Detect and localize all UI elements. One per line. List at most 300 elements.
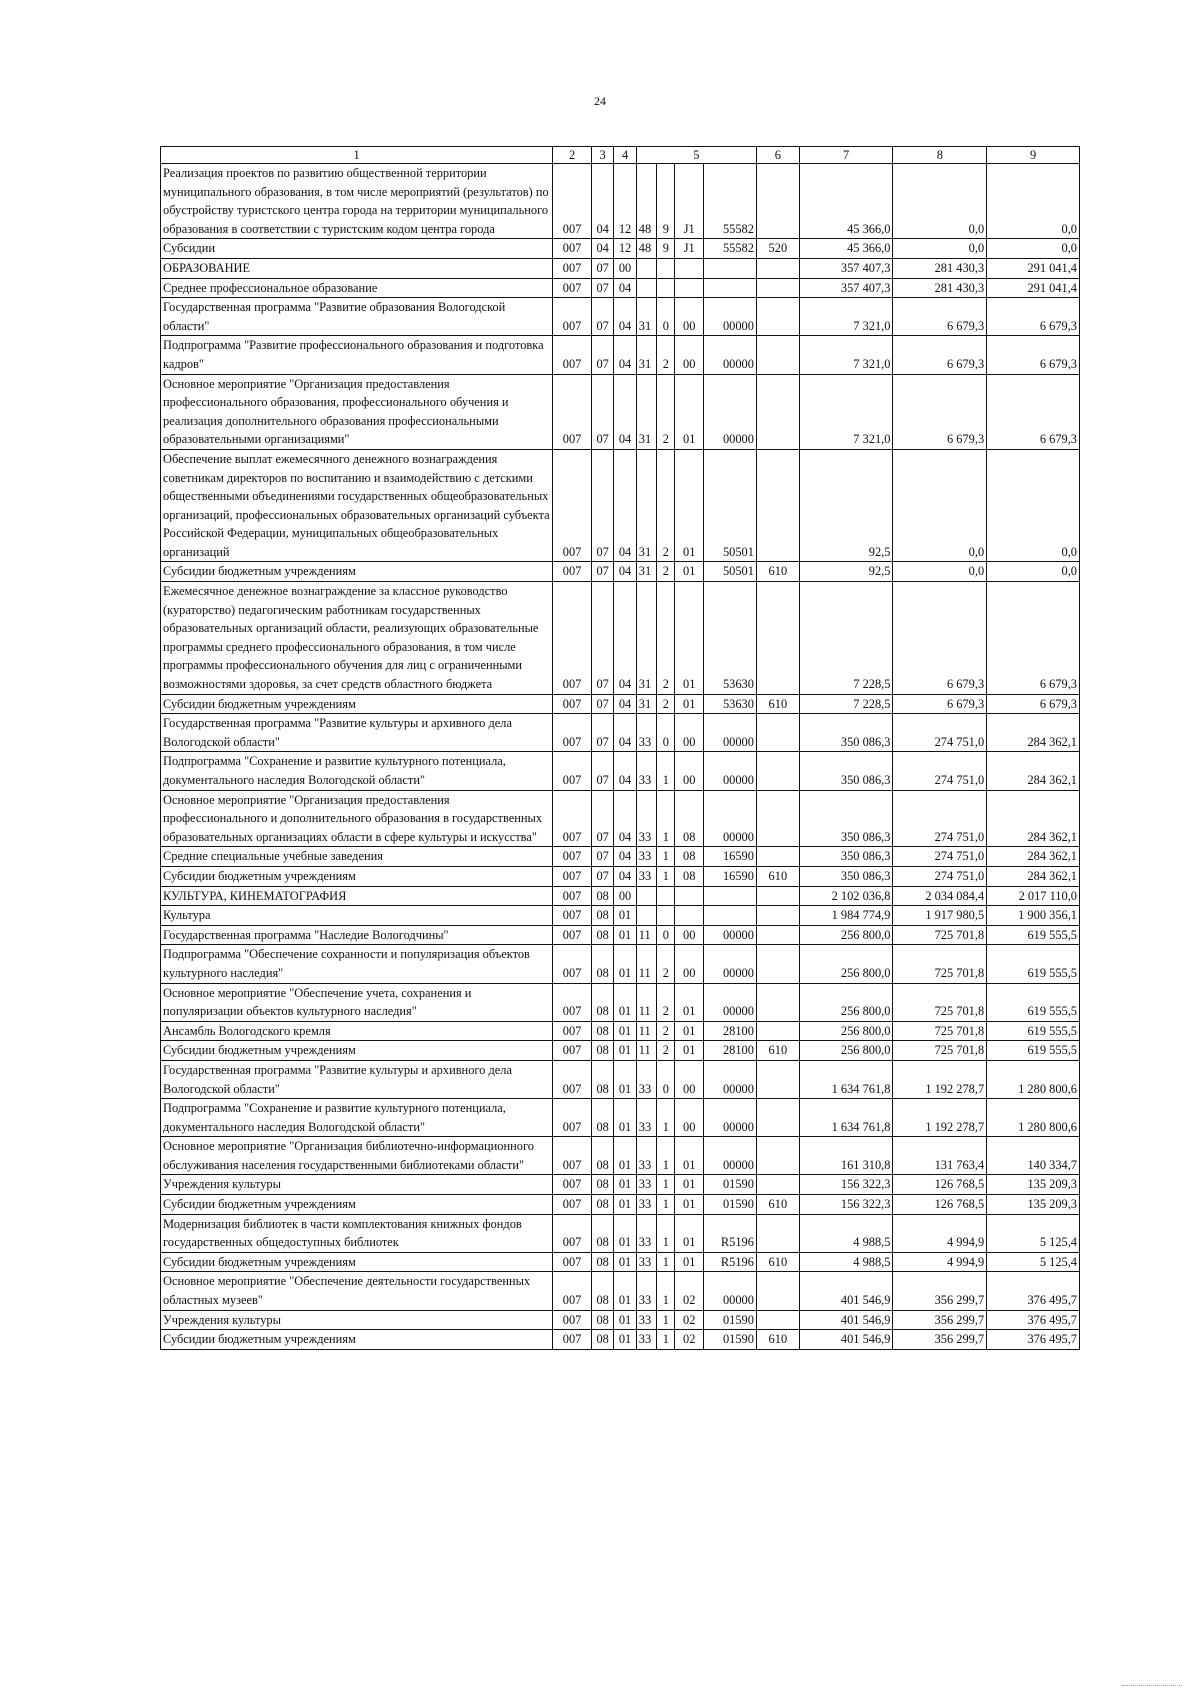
amount-year-1: 350 086,3 [799,847,893,867]
ministry-code: 007 [553,298,592,336]
expense-type: 610 [756,694,799,714]
ministry-code: 007 [553,790,592,847]
ministry-code: 007 [553,374,592,449]
section-code: 04 [591,239,613,259]
section-code: 08 [591,886,613,906]
program-code: 33 [636,866,656,886]
expense-type [756,258,799,278]
program-code: 33 [636,1214,656,1252]
measure-code: 01 [675,374,704,449]
table-row [161,714,1080,752]
ministry-code: 007 [553,278,592,298]
item-name: Субсидии бюджетным учреждениям [161,562,553,582]
header-cell: 7 [799,147,893,164]
direction-code: R5196 [703,1252,756,1272]
program-code: 48 [636,164,656,239]
measure-code: 00 [675,752,704,790]
header-cell: 9 [987,147,1080,164]
expense-type: 610 [756,866,799,886]
table-row [161,1195,1080,1215]
subsection-code: 12 [614,239,636,259]
expense-type [756,1175,799,1195]
ministry-code: 007 [553,1310,592,1330]
amount-year-2: 131 763,4 [893,1137,987,1175]
item-name: Государственная программа "Развитие культуры и архивного дела Вологодской области" [161,714,553,752]
ministry-code: 007 [553,1137,592,1175]
direction-code [703,906,756,926]
item-name: Субсидии бюджетным учреждениям [161,694,553,714]
measure-code: 01 [675,1041,704,1061]
ministry-code: 007 [553,449,592,562]
subsection-code: 01 [614,945,636,983]
program-code: 33 [636,1060,656,1098]
item-name: Субсидии бюджетным учреждениям [161,1252,553,1272]
subsection-code: 01 [614,1310,636,1330]
amount-year-2: 4 994,9 [893,1214,987,1252]
expense-type [756,983,799,1021]
amount-year-3: 6 679,3 [987,374,1080,449]
item-name: Ежемесячное денежное вознаграждение за классное руководство (кураторство) педагогическим работникам государственных образовательных организаций области, реализующих образовательные программы среднего профессионального образования, в том числе программы профессионального обучения для лиц с ограниченными возможностями здоровья, за счет средств областного бюджета [161,582,553,695]
amount-year-3: 619 555,5 [987,983,1080,1021]
expense-type [756,336,799,374]
measure-code: 01 [675,1137,704,1175]
table-row [161,1137,1080,1175]
amount-year-3: 1 280 800,6 [987,1060,1080,1098]
program-code: 31 [636,562,656,582]
item-name: ОБРАЗОВАНИЕ [161,258,553,278]
item-name: Среднее профессиональное образование [161,278,553,298]
budget-table [160,146,1080,1350]
table-row [161,164,1080,239]
ministry-code: 007 [553,1060,592,1098]
expense-type [756,1272,799,1310]
amount-year-1: 1 634 761,8 [799,1099,893,1137]
subsection-code: 04 [614,752,636,790]
amount-year-1: 161 310,8 [799,1137,893,1175]
amount-year-3: 376 495,7 [987,1310,1080,1330]
ministry-code: 007 [553,562,592,582]
expense-type: 610 [756,1041,799,1061]
program-code: 33 [636,1195,656,1215]
subprogram-code: 1 [657,752,675,790]
amount-year-1: 4 988,5 [799,1214,893,1252]
amount-year-2: 274 751,0 [893,714,987,752]
item-name: Государственная программа "Наследие Вологодчины" [161,925,553,945]
item-name: Государственная программа "Развитие культуры и архивного дела Вологодской области" [161,1060,553,1098]
section-code: 08 [591,983,613,1021]
ministry-code: 007 [553,714,592,752]
amount-year-2: 6 679,3 [893,582,987,695]
amount-year-1: 350 086,3 [799,752,893,790]
subprogram-code [657,886,675,906]
direction-code: 00000 [703,714,756,752]
amount-year-1: 7 321,0 [799,336,893,374]
table-body [161,164,1080,1350]
table-row [161,1330,1080,1350]
subprogram-code: 2 [657,449,675,562]
program-code: 33 [636,714,656,752]
table-row [161,374,1080,449]
direction-code: 00000 [703,945,756,983]
measure-code [675,906,704,926]
table-row [161,258,1080,278]
program-code: 11 [636,925,656,945]
program-code: 48 [636,239,656,259]
expense-type [756,582,799,695]
header-cell: 2 [553,147,592,164]
subprogram-code: 1 [657,866,675,886]
ministry-code: 007 [553,1330,592,1350]
amount-year-3: 0,0 [987,562,1080,582]
subprogram-code: 9 [657,239,675,259]
expense-type [756,714,799,752]
subprogram-code: 2 [657,374,675,449]
amount-year-1: 45 366,0 [799,239,893,259]
subprogram-code: 1 [657,1099,675,1137]
direction-code: 55582 [703,164,756,239]
expense-type [756,790,799,847]
measure-code: 00 [675,714,704,752]
subsection-code: 00 [614,886,636,906]
amount-year-1: 401 546,9 [799,1272,893,1310]
program-code: 33 [636,1137,656,1175]
header-cell: 5 [636,147,756,164]
subsection-code: 04 [614,582,636,695]
item-name: Подпрограмма "Обеспечение сохранности и популяризация объектов культурного наследия" [161,945,553,983]
amount-year-1: 1 984 774,9 [799,906,893,926]
ministry-code: 007 [553,847,592,867]
subprogram-code: 1 [657,790,675,847]
amount-year-1: 1 634 761,8 [799,1060,893,1098]
direction-code: 00000 [703,336,756,374]
item-name: КУЛЬТУРА, КИНЕМАТОГРАФИЯ [161,886,553,906]
amount-year-3: 284 362,1 [987,866,1080,886]
item-name: Учреждения культуры [161,1175,553,1195]
section-code: 07 [591,866,613,886]
subsection-code: 04 [614,449,636,562]
table-row [161,1310,1080,1330]
section-code: 08 [591,1041,613,1061]
amount-year-2: 725 701,8 [893,1021,987,1041]
amount-year-3: 291 041,4 [987,278,1080,298]
subprogram-code: 1 [657,1252,675,1272]
subsection-code: 04 [614,866,636,886]
expense-type [756,1214,799,1252]
direction-code: 16590 [703,866,756,886]
table-row [161,278,1080,298]
program-code: 33 [636,1175,656,1195]
program-code: 33 [636,1099,656,1137]
subprogram-code: 2 [657,336,675,374]
section-code: 04 [591,164,613,239]
table-row [161,1272,1080,1310]
direction-code [703,258,756,278]
subprogram-code: 0 [657,1060,675,1098]
amount-year-2: 274 751,0 [893,752,987,790]
header-cell: 6 [756,147,799,164]
subprogram-code [657,278,675,298]
measure-code: 01 [675,1195,704,1215]
measure-code: J1 [675,164,704,239]
amount-year-2: 2 034 084,4 [893,886,987,906]
table-row [161,1175,1080,1195]
amount-year-2: 0,0 [893,164,987,239]
item-name: Ансамбль Вологодского кремля [161,1021,553,1041]
subprogram-code: 2 [657,1021,675,1041]
table-row [161,752,1080,790]
expense-type: 610 [756,1252,799,1272]
measure-code: 01 [675,1021,704,1041]
program-code [636,258,656,278]
amount-year-1: 350 086,3 [799,714,893,752]
table-row [161,983,1080,1021]
amount-year-1: 45 366,0 [799,164,893,239]
amount-year-2: 274 751,0 [893,866,987,886]
ministry-code: 007 [553,1252,592,1272]
direction-code: 00000 [703,752,756,790]
expense-type [756,1137,799,1175]
program-code: 31 [636,374,656,449]
section-code: 07 [591,790,613,847]
subsection-code: 01 [614,1330,636,1350]
expense-type [756,945,799,983]
ministry-code: 007 [553,336,592,374]
amount-year-2: 1 192 278,7 [893,1060,987,1098]
direction-code [703,886,756,906]
amount-year-2: 1 192 278,7 [893,1099,987,1137]
subsection-code: 01 [614,1214,636,1252]
measure-code: 01 [675,582,704,695]
direction-code: 01590 [703,1310,756,1330]
measure-code [675,278,704,298]
item-name: Субсидии бюджетным учреждениям [161,1041,553,1061]
amount-year-3: 284 362,1 [987,714,1080,752]
amount-year-3: 1 280 800,6 [987,1099,1080,1137]
amount-year-3: 5 125,4 [987,1214,1080,1252]
expense-type [756,1021,799,1041]
subprogram-code: 2 [657,582,675,695]
item-name: Подпрограмма "Сохранение и развитие культурного потенциала, документального наследия Вологодской области" [161,752,553,790]
expense-type [756,1099,799,1137]
measure-code: 00 [675,1060,704,1098]
direction-code: 28100 [703,1021,756,1041]
direction-code: 00000 [703,1060,756,1098]
measure-code: 02 [675,1272,704,1310]
ministry-code: 007 [553,258,592,278]
amount-year-3: 291 041,4 [987,258,1080,278]
amount-year-3: 284 362,1 [987,847,1080,867]
subsection-code: 01 [614,1041,636,1061]
table-row [161,582,1080,695]
measure-code: 01 [675,1214,704,1252]
section-code: 08 [591,1310,613,1330]
measure-code: 00 [675,925,704,945]
program-code: 11 [636,945,656,983]
table-row [161,562,1080,582]
ministry-code: 007 [553,906,592,926]
measure-code: 01 [675,983,704,1021]
subsection-code: 01 [614,1175,636,1195]
measure-code: 08 [675,790,704,847]
program-code [636,886,656,906]
program-code: 31 [636,694,656,714]
expense-type [756,1310,799,1330]
amount-year-1: 350 086,3 [799,790,893,847]
table-row [161,449,1080,562]
header-row [161,147,1080,164]
program-code: 33 [636,1252,656,1272]
subsection-code: 01 [614,1272,636,1310]
direction-code: 01590 [703,1330,756,1350]
subsection-code: 04 [614,694,636,714]
amount-year-2: 126 768,5 [893,1195,987,1215]
amount-year-2: 725 701,8 [893,983,987,1021]
item-name: Подпрограмма "Сохранение и развитие культурного потенциала, документального наследия Вологодской области" [161,1099,553,1137]
subprogram-code [657,906,675,926]
expense-type: 610 [756,1330,799,1350]
header-cell: 3 [591,147,613,164]
expense-type [756,164,799,239]
subsection-code: 04 [614,374,636,449]
ministry-code: 007 [553,983,592,1021]
amount-year-2: 281 430,3 [893,278,987,298]
subprogram-code: 2 [657,945,675,983]
subsection-code: 01 [614,983,636,1021]
amount-year-2: 274 751,0 [893,790,987,847]
program-code [636,278,656,298]
amount-year-3: 6 679,3 [987,694,1080,714]
measure-code: 08 [675,866,704,886]
amount-year-3: 6 679,3 [987,582,1080,695]
amount-year-1: 256 800,0 [799,945,893,983]
subsection-code: 04 [614,562,636,582]
subsection-code: 04 [614,298,636,336]
direction-code: 00000 [703,298,756,336]
item-name: Учреждения культуры [161,1310,553,1330]
amount-year-2: 356 299,7 [893,1310,987,1330]
program-code: 31 [636,449,656,562]
amount-year-1: 156 322,3 [799,1175,893,1195]
direction-code: 01590 [703,1175,756,1195]
measure-code: 00 [675,298,704,336]
program-code: 33 [636,752,656,790]
amount-year-1: 2 102 036,8 [799,886,893,906]
subprogram-code: 1 [657,1330,675,1350]
amount-year-3: 2 017 110,0 [987,886,1080,906]
page-number: 24 [594,94,606,108]
header-cell: 4 [614,147,636,164]
section-code: 07 [591,278,613,298]
item-name: Реализация проектов по развитию общественной территории муниципального образования, в том числе мероприятий (результатов) по обустройству туристского центра города на территории муниципального образования в соответствии с туристским кодом центра города [161,164,553,239]
table-row [161,1252,1080,1272]
amount-year-1: 401 546,9 [799,1330,893,1350]
subprogram-code: 0 [657,714,675,752]
section-code: 07 [591,562,613,582]
amount-year-2: 6 679,3 [893,374,987,449]
subsection-code: 01 [614,1195,636,1215]
subprogram-code: 2 [657,694,675,714]
amount-year-3: 376 495,7 [987,1272,1080,1310]
amount-year-3: 1 900 356,1 [987,906,1080,926]
section-code: 08 [591,1272,613,1310]
expense-type [756,374,799,449]
amount-year-2: 1 917 980,5 [893,906,987,926]
item-name: Субсидии бюджетным учреждениям [161,1195,553,1215]
measure-code: 02 [675,1310,704,1330]
amount-year-2: 126 768,5 [893,1175,987,1195]
program-code: 31 [636,298,656,336]
subsection-code: 01 [614,1021,636,1041]
item-name: Основное мероприятие "Организация предоставления профессионального образования, профессионального обучения и реализация дополнительного образования профессиональными образовательными организациями" [161,374,553,449]
section-code: 07 [591,336,613,374]
subprogram-code [657,258,675,278]
ministry-code: 007 [553,164,592,239]
table-row [161,1099,1080,1137]
amount-year-3: 619 555,5 [987,925,1080,945]
subprogram-code: 1 [657,1310,675,1330]
subsection-code: 04 [614,278,636,298]
table-row [161,336,1080,374]
ministry-code: 007 [553,1021,592,1041]
subsection-code: 01 [614,925,636,945]
section-code: 07 [591,258,613,278]
item-name: Модернизация библиотек в части комплектования книжных фондов государственных общедоступных библиотек [161,1214,553,1252]
amount-year-1: 7 321,0 [799,298,893,336]
amount-year-3: 284 362,1 [987,790,1080,847]
amount-year-3: 0,0 [987,164,1080,239]
section-code: 07 [591,582,613,695]
amount-year-2: 356 299,7 [893,1272,987,1310]
subsection-code: 04 [614,714,636,752]
direction-code: 00000 [703,1099,756,1137]
amount-year-2: 0,0 [893,239,987,259]
item-name: Подпрограмма "Развитие профессионального образования и подготовка кадров" [161,336,553,374]
subprogram-code: 2 [657,562,675,582]
section-code: 08 [591,1252,613,1272]
ministry-code: 007 [553,1195,592,1215]
measure-code: 02 [675,1330,704,1350]
subsection-code: 04 [614,847,636,867]
program-code: 11 [636,1041,656,1061]
section-code: 08 [591,945,613,983]
item-name: Субсидии бюджетным учреждениям [161,866,553,886]
amount-year-3: 135 209,3 [987,1195,1080,1215]
section-code: 08 [591,1099,613,1137]
program-code: 33 [636,1272,656,1310]
amount-year-2: 281 430,3 [893,258,987,278]
program-code: 31 [636,336,656,374]
expense-type: 610 [756,1195,799,1215]
expense-type [756,847,799,867]
amount-year-2: 725 701,8 [893,925,987,945]
item-name: Субсидии бюджетным учреждениям [161,1330,553,1350]
amount-year-1: 357 407,3 [799,258,893,278]
amount-year-1: 156 322,3 [799,1195,893,1215]
amount-year-1: 256 800,0 [799,983,893,1021]
ministry-code: 007 [553,752,592,790]
amount-year-1: 7 228,5 [799,582,893,695]
table-row [161,298,1080,336]
amount-year-3: 619 555,5 [987,945,1080,983]
amount-year-3: 140 334,7 [987,1137,1080,1175]
scan-artifact [1122,1685,1182,1690]
table-row [161,906,1080,926]
subsection-code: 01 [614,1060,636,1098]
program-code: 33 [636,790,656,847]
section-code: 08 [591,1060,613,1098]
subprogram-code: 1 [657,1214,675,1252]
direction-code: 00000 [703,1137,756,1175]
